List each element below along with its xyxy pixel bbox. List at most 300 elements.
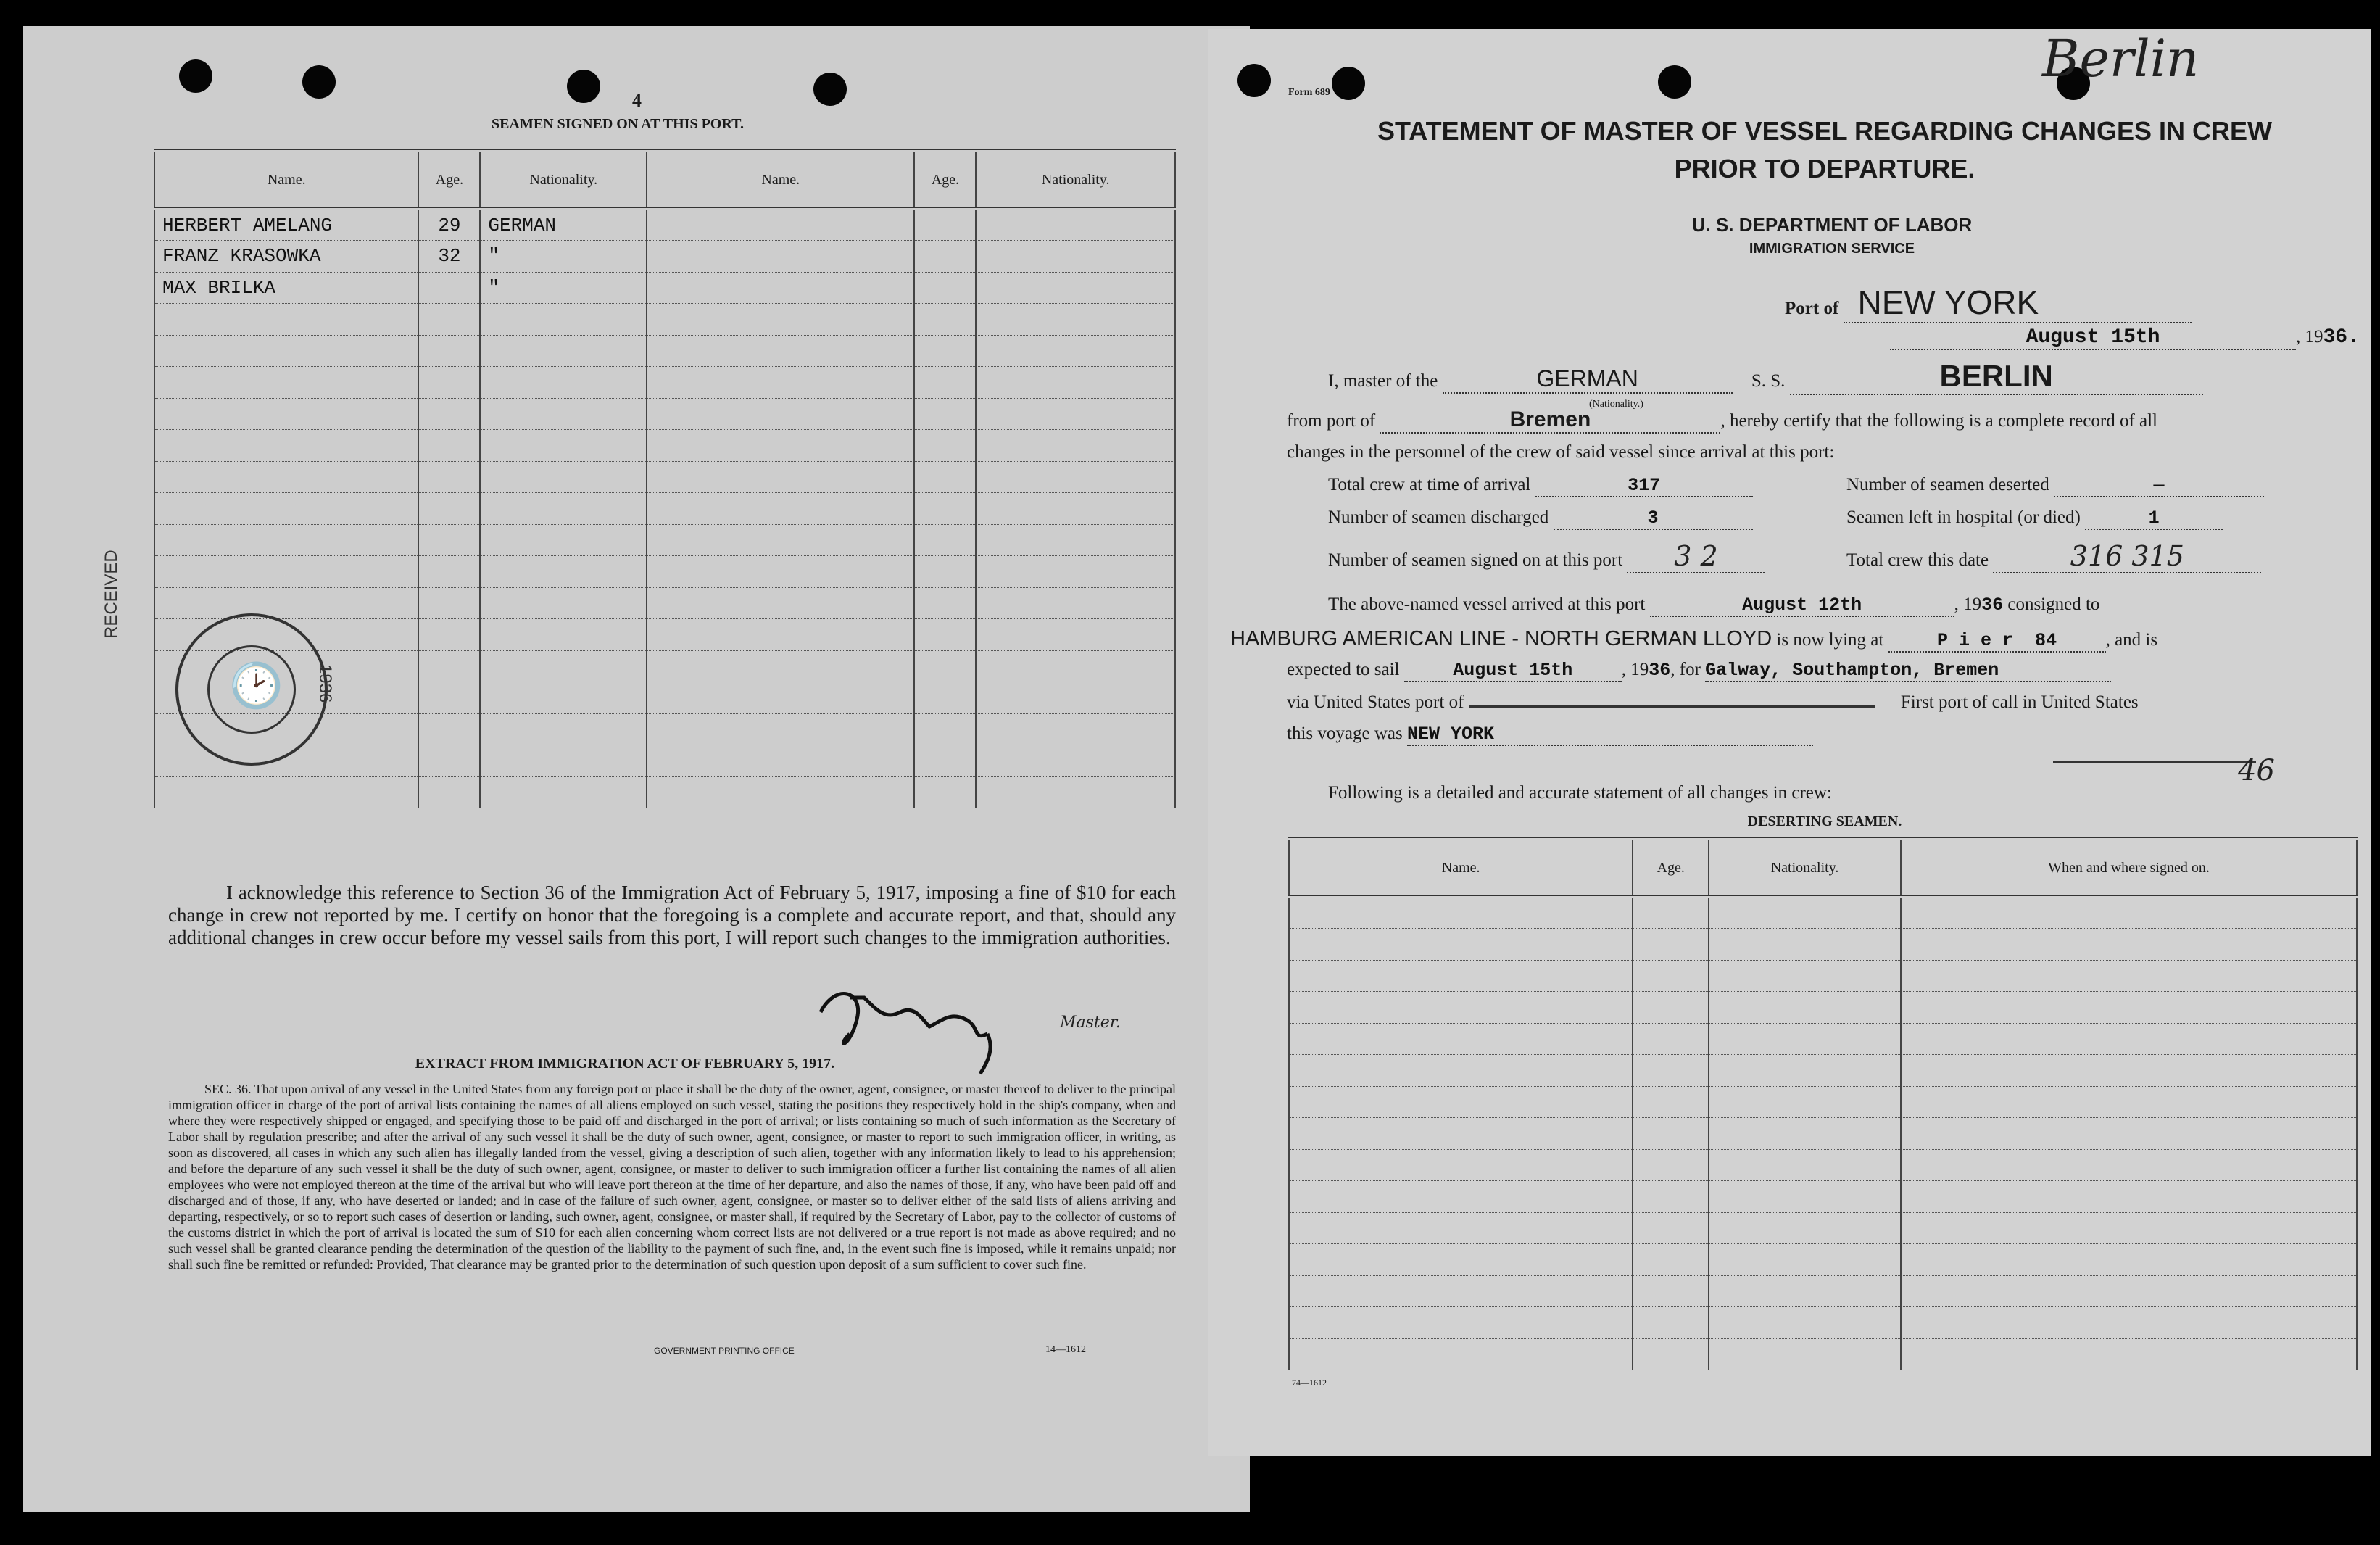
- empty-cell: [480, 304, 647, 336]
- empty-cell: [1633, 1086, 1709, 1118]
- crew-row-2: [1328, 508, 1753, 530]
- deserted-label: Number of seamen deserted: [1846, 475, 2049, 494]
- discharged-label: Number of seamen discharged: [1328, 508, 1549, 527]
- table-header-row: [154, 151, 1175, 209]
- empty-cell: [647, 241, 914, 273]
- empty-cell: [1633, 960, 1709, 992]
- arrived-year-prefix: , 19: [1954, 595, 1982, 614]
- empty-cell: [1289, 960, 1633, 992]
- empty-cell: [1709, 1338, 1901, 1370]
- empty-cell: [1633, 897, 1709, 929]
- empty-cell: [154, 335, 418, 367]
- col-age: Age.: [418, 151, 480, 209]
- empty-cell: [418, 367, 480, 399]
- empty-cell: [914, 304, 976, 336]
- expected-label: expected to sail: [1287, 660, 1400, 679]
- empty-cell: [1289, 1244, 1633, 1276]
- empty-cell: [976, 335, 1175, 367]
- right-page: [1208, 29, 2371, 1456]
- hospital-label: Seamen left in hospital (or died): [1846, 508, 2081, 527]
- empty-cell: [647, 272, 914, 304]
- margin-note: 46: [2238, 754, 2275, 787]
- empty-cell: [647, 650, 914, 682]
- empty-cell: [914, 398, 976, 430]
- ship-name: BERLIN: [1790, 359, 2203, 395]
- empty-cell: [418, 461, 480, 493]
- empty-cell: [647, 587, 914, 619]
- col-when-where: When and where signed on.: [1901, 839, 2357, 897]
- empty-cell: [976, 367, 1175, 399]
- empty-cell: [914, 619, 976, 651]
- left-form-code: 14—1612: [1045, 1344, 1086, 1355]
- empty-cell: [1901, 1212, 2357, 1244]
- clock-icon: 🕑: [229, 662, 283, 710]
- empty-cell: [914, 556, 976, 588]
- empty-cell: [418, 335, 480, 367]
- discharged-value: 3: [1554, 508, 1753, 530]
- empty-cell: [914, 335, 976, 367]
- sail-year-prefix: , 19: [1621, 660, 1649, 679]
- total-crew-arrival-label: Total crew at time of arrival: [1328, 475, 1531, 494]
- empty-cell: [480, 493, 647, 525]
- signed-on-value: 3 2: [1627, 540, 1765, 573]
- year-prefix: , 19: [2296, 327, 2323, 347]
- col-age: Age.: [1633, 839, 1709, 897]
- crew-row-3b: [1846, 540, 2261, 573]
- col-name: Name.: [1289, 839, 1633, 897]
- punch-hole: [302, 65, 336, 99]
- empty-cell: [647, 524, 914, 556]
- empty-cell: [976, 745, 1175, 777]
- service: IMMIGRATION SERVICE: [1749, 241, 1915, 257]
- empty-cell: [976, 304, 1175, 336]
- certify-text-2: changes in the personnel of the crew of said vessel since arrival at this port:: [1287, 442, 1835, 462]
- empty-cell: [647, 682, 914, 714]
- crew-row-1b: [1846, 475, 2264, 497]
- empty-cell: [1633, 1244, 1709, 1276]
- empty-cell: [647, 619, 914, 651]
- empty-cell: [1901, 1244, 2357, 1276]
- cell-age: 29: [418, 209, 480, 241]
- empty-cell: [1709, 1149, 1901, 1181]
- table-row: [154, 461, 1175, 493]
- empty-cell: [976, 713, 1175, 745]
- destinations: Galway, Southampton, Bremen: [1705, 660, 2111, 682]
- empty-cell: [418, 398, 480, 430]
- empty-cell: [1289, 1086, 1633, 1118]
- cell-name: HERBERT AMELANG: [154, 209, 418, 241]
- empty-cell: [914, 209, 976, 241]
- table-row: [154, 524, 1175, 556]
- empty-cell: [976, 461, 1175, 493]
- empty-cell: [1633, 929, 1709, 961]
- empty-cell: [1901, 929, 2357, 961]
- table-row: [1289, 992, 2357, 1024]
- empty-cell: [480, 587, 647, 619]
- pier-value: P i e r 84: [1888, 630, 2106, 653]
- cell-age: [418, 272, 480, 304]
- empty-cell: [154, 776, 418, 808]
- empty-cell: [1901, 1338, 2357, 1370]
- empty-cell: [1709, 1244, 1901, 1276]
- total-crew-date-value: 316 315: [1993, 540, 2261, 573]
- col-nationality: Nationality.: [976, 151, 1175, 209]
- empty-cell: [1289, 1338, 1633, 1370]
- punch-hole: [567, 70, 600, 103]
- empty-cell: [1633, 1118, 1709, 1150]
- table-row: [154, 430, 1175, 462]
- empty-cell: [1633, 1307, 1709, 1339]
- empty-cell: [914, 587, 976, 619]
- empty-cell: [647, 398, 914, 430]
- empty-cell: [418, 745, 480, 777]
- table-row: [1289, 1149, 2357, 1181]
- from-port-row: [1287, 407, 2157, 434]
- table-row: [1289, 1023, 2357, 1055]
- crew-row-2b: [1846, 508, 2223, 530]
- first-port-label: First port of call in United States: [1900, 692, 2139, 712]
- empty-cell: [154, 493, 418, 525]
- table-row: [1289, 1275, 2357, 1307]
- punch-hole: [179, 59, 212, 93]
- empty-cell: [154, 461, 418, 493]
- empty-cell: [1901, 1275, 2357, 1307]
- table-row: [154, 367, 1175, 399]
- table-row: [1289, 897, 2357, 929]
- empty-cell: [1709, 1055, 1901, 1087]
- empty-cell: [976, 430, 1175, 462]
- empty-cell: [154, 367, 418, 399]
- empty-cell: [1633, 1149, 1709, 1181]
- empty-cell: [480, 713, 647, 745]
- from-port-value: Bremen: [1380, 407, 1720, 434]
- punch-hole: [813, 73, 847, 106]
- immigration-stamp: [175, 613, 328, 766]
- empty-cell: [480, 650, 647, 682]
- empty-cell: [976, 619, 1175, 651]
- table-row: [154, 272, 1175, 304]
- empty-cell: [418, 430, 480, 462]
- empty-cell: [1901, 1055, 2357, 1087]
- empty-cell: [418, 524, 480, 556]
- consigned-label: consigned to: [2007, 595, 2100, 614]
- nationality-value: GERMAN: [1443, 365, 1733, 394]
- and-is-label: , and is: [2105, 630, 2158, 650]
- empty-cell: [1709, 1181, 1901, 1213]
- empty-cell: [1901, 1023, 2357, 1055]
- empty-cell: [1901, 960, 2357, 992]
- extract-text: SEC. 36. That upon arrival of any vessel in the United States from any foreign port or place it shall be the duty of the owner, agent, consignee, or master thereof to deliver to the principal immigration officer in charge of the port of arrival lists containing the names of all aliens employed on such vessel, stating the positions they respectively hold in the ship's company, when and where they were respectively shipped or engaged, and specifying those to be paid off and discharged in the port of arrival; or lists containing so much of such information as the Secretary of Labor shall by regulation prescribe; and after the arrival of any such vessel it shall be the duty of such owner, agent, consignee, or master to report to such immigration officer, in writing, as soon as discovered, all cases in which any such alien has illegally landed from the vessel, giving a description of such alien, together with any information likely to lead to his apprehension; and before the departure of any such vessel it shall be the duty of such owner, agent, consignee, or master to deliver to such immigration officer a further list containing the names of all alien employees who were not employed thereon at the time of the arrival but who will leave port thereon at the time of her departure, and also the names of those, if any, who have been paid off and discharged and of those, if any, who have deserted or landed; and in case of the failure of such owner, agent, consignee, or master so to deliver either of the said lists of aliens arriving and departing, respectively, or so to report such cases of desertion or landing, such owner, agent, consignee, or master shall, if required by the Secretary of Labor, pay to the collector of customs of the customs district in which the port of arrival is located the sum of $10 for each alien concerning whom correct lists are not delivered or a true report is not made as above required; and no such vessel shall be granted clearance pending the determination of the question of the liability to the payment of such fine, and, in the event such fine is imposed, while it remains unpaid; nor shall such fine be remitted or refunded: Provided, That clearance may be granted prior to the determination of such question upon deposit of a sum sufficient to cover such fine.: [168, 1082, 1176, 1272]
- table-row: [1289, 1212, 2357, 1244]
- table-header-row: [1289, 839, 2357, 897]
- empty-cell: [480, 524, 647, 556]
- consignee-row: [1230, 627, 2157, 653]
- empty-cell: [154, 304, 418, 336]
- printer-mark: GOVERNMENT PRINTING OFFICE: [654, 1346, 795, 1356]
- date-row: [1890, 326, 2360, 350]
- empty-cell: [1289, 1149, 1633, 1181]
- empty-cell: [647, 430, 914, 462]
- empty-cell: [647, 367, 914, 399]
- empty-cell: [1633, 992, 1709, 1024]
- empty-cell: [1289, 1307, 1633, 1339]
- empty-cell: [914, 682, 976, 714]
- signed-on-label: Number of seamen signed on at this port: [1328, 550, 1623, 570]
- empty-cell: [914, 776, 976, 808]
- first-port-value: NEW YORK: [1407, 724, 1813, 746]
- arrived-date: August 12th: [1650, 595, 1954, 617]
- master-label: Master.: [1060, 1014, 1121, 1032]
- empty-cell: [976, 682, 1175, 714]
- via-row: [1287, 692, 2139, 713]
- cell-name: MAX BRILKA: [154, 272, 418, 304]
- table-row: [1289, 1338, 2357, 1370]
- empty-cell: [647, 304, 914, 336]
- empty-cell: [1633, 1275, 1709, 1307]
- empty-cell: [976, 493, 1175, 525]
- table-row: [1289, 1181, 2357, 1213]
- empty-cell: [1633, 1023, 1709, 1055]
- empty-cell: [647, 335, 914, 367]
- ss-label: S. S.: [1751, 371, 1786, 391]
- table-row: [154, 209, 1175, 241]
- empty-cell: [976, 556, 1175, 588]
- table-row: [154, 241, 1175, 273]
- table-row: [154, 335, 1175, 367]
- left-table-title: SEAMEN SIGNED ON AT THIS PORT.: [492, 116, 744, 132]
- empty-cell: [914, 493, 976, 525]
- empty-cell: [976, 272, 1175, 304]
- empty-cell: [1289, 1181, 1633, 1213]
- empty-cell: [914, 745, 976, 777]
- empty-cell: [480, 682, 647, 714]
- form-title-line1: STATEMENT OF MASTER OF VESSEL REGARDING CHANGES IN CREW: [1377, 116, 2273, 146]
- empty-cell: [976, 398, 1175, 430]
- arrived-label: The above-named vessel arrived at this port: [1328, 595, 1646, 614]
- voyage-row: [1287, 724, 1813, 746]
- from-port-label: from port of: [1287, 411, 1376, 431]
- nationality-caption: (Nationality.): [1589, 399, 1643, 410]
- corner-handwritten-mark: Berlin: [2042, 29, 2199, 88]
- empty-cell: [976, 650, 1175, 682]
- empty-cell: [480, 745, 647, 777]
- arrived-row: [1328, 595, 2099, 617]
- right-form-code: 74—1612: [1292, 1378, 1327, 1388]
- received-stamp-label: RECEIVED: [101, 550, 121, 639]
- empty-cell: [647, 461, 914, 493]
- total-crew-date-label: Total crew this date: [1846, 550, 1989, 570]
- following-text: Following is a detailed and accurate statement of all changes in crew:: [1328, 783, 1832, 803]
- empty-cell: [418, 304, 480, 336]
- empty-cell: [1901, 1307, 2357, 1339]
- extract-title: EXTRACT FROM IMMIGRATION ACT OF FEBRUARY 5, 1917.: [415, 1056, 835, 1072]
- empty-cell: [418, 650, 480, 682]
- master-row: [1328, 359, 2358, 395]
- empty-cell: [1709, 1118, 1901, 1150]
- empty-cell: [1289, 1212, 1633, 1244]
- empty-cell: [914, 461, 976, 493]
- department: U. S. DEPARTMENT OF LABOR: [1691, 214, 1973, 236]
- empty-cell: [480, 461, 647, 493]
- empty-cell: [154, 524, 418, 556]
- form-title-line2: PRIOR TO DEPARTURE.: [1674, 154, 1975, 183]
- empty-cell: [914, 241, 976, 273]
- page-number: 4: [632, 90, 642, 111]
- empty-cell: [914, 367, 976, 399]
- date-value: August 15th: [1890, 326, 2296, 350]
- table-row: [154, 493, 1175, 525]
- for-label: , for: [1670, 660, 1701, 679]
- empty-cell: [647, 745, 914, 777]
- deserting-seamen-table: [1288, 837, 2358, 1370]
- col-nationality: Nationality.: [1709, 839, 1901, 897]
- certify-text: , hereby certify that the following is a complete record of all: [1720, 411, 2158, 431]
- empty-cell: [1289, 897, 1633, 929]
- empty-cell: [1709, 897, 1901, 929]
- empty-cell: [1633, 1055, 1709, 1087]
- empty-cell: [1633, 1212, 1709, 1244]
- empty-cell: [647, 776, 914, 808]
- empty-cell: [1633, 1181, 1709, 1213]
- empty-cell: [1709, 1023, 1901, 1055]
- sail-year: 36: [1649, 660, 1671, 681]
- empty-cell: [1709, 992, 1901, 1024]
- cell-nationality: ": [480, 241, 647, 273]
- empty-cell: [1901, 992, 2357, 1024]
- col-name: Name.: [154, 151, 418, 209]
- table-row: [1289, 1118, 2357, 1150]
- empty-cell: [647, 713, 914, 745]
- empty-cell: [976, 524, 1175, 556]
- empty-cell: [1289, 1275, 1633, 1307]
- port-label: Port of: [1785, 299, 1839, 318]
- cell-nationality: GERMAN: [480, 209, 647, 241]
- cell-nationality: ": [480, 272, 647, 304]
- empty-cell: [1901, 1118, 2357, 1150]
- table-row: [1289, 1244, 2357, 1276]
- port-value: NEW YORK: [1844, 283, 2192, 323]
- empty-cell: [154, 556, 418, 588]
- empty-cell: [480, 430, 647, 462]
- via-label: via United States port of: [1287, 692, 1464, 712]
- empty-cell: [418, 682, 480, 714]
- empty-cell: [1901, 1181, 2357, 1213]
- empty-cell: [976, 776, 1175, 808]
- left-page: [23, 26, 1250, 1512]
- table-row: [1289, 1055, 2357, 1087]
- empty-cell: [154, 430, 418, 462]
- year-value: 36.: [2323, 326, 2360, 349]
- empty-cell: [1709, 1275, 1901, 1307]
- empty-cell: [418, 587, 480, 619]
- empty-cell: [1709, 929, 1901, 961]
- table-row: [154, 398, 1175, 430]
- cell-name: FRANZ KRASOWKA: [154, 241, 418, 273]
- table-row: [154, 587, 1175, 619]
- stamp-date: 1936: [315, 664, 335, 703]
- sail-date: August 15th: [1404, 660, 1622, 682]
- empty-cell: [1289, 1055, 1633, 1087]
- empty-cell: [647, 493, 914, 525]
- table-row: [154, 745, 1175, 777]
- col-nationality: Nationality.: [480, 151, 647, 209]
- punch-hole: [1332, 67, 1365, 100]
- table-row: [1289, 929, 2357, 961]
- punch-hole: [1237, 64, 1271, 97]
- empty-cell: [1289, 1118, 1633, 1150]
- empty-cell: [647, 556, 914, 588]
- empty-cell: [914, 524, 976, 556]
- punch-hole: [1658, 65, 1691, 99]
- col-age: Age.: [914, 151, 976, 209]
- empty-cell: [480, 619, 647, 651]
- deserted-value: —: [2054, 475, 2264, 497]
- empty-cell: [1709, 1307, 1901, 1339]
- empty-cell: [976, 209, 1175, 241]
- empty-cell: [1289, 929, 1633, 961]
- table-row: [1289, 1307, 2357, 1339]
- acknowledgement-text: I acknowledge this reference to Section 36 of the Immigration Act of February 5, 1917, imposing a fine of $10 for each change in crew not reported by me. I certify on honor that the foregoing is a complete and accurate report, and that, should any additional changes in crew occur before my vessel sails from this port, I will report such changes to the immigration authorities.: [168, 882, 1176, 948]
- col-name: Name.: [647, 151, 914, 209]
- empty-cell: [480, 367, 647, 399]
- empty-cell: [914, 272, 976, 304]
- port-row: [1785, 283, 2192, 323]
- empty-cell: [647, 209, 914, 241]
- empty-cell: [1901, 897, 2357, 929]
- empty-cell: [418, 493, 480, 525]
- table-row: [154, 304, 1175, 336]
- empty-cell: [480, 556, 647, 588]
- table-row: [154, 776, 1175, 808]
- master-of-label: I, master of the: [1328, 371, 1438, 391]
- table-row: [1289, 1086, 2357, 1118]
- deserting-title: DESERTING SEAMEN.: [1747, 813, 1902, 829]
- hospital-value: 1: [2085, 508, 2223, 530]
- table-row: [1289, 960, 2357, 992]
- empty-cell: [154, 398, 418, 430]
- empty-cell: [1709, 1212, 1901, 1244]
- form-number: Form 689: [1288, 87, 1330, 98]
- empty-cell: [976, 587, 1175, 619]
- lying-label: is now lying at: [1776, 630, 1884, 650]
- empty-cell: [480, 776, 647, 808]
- arrived-year: 36: [1981, 595, 2004, 616]
- empty-cell: [914, 713, 976, 745]
- voyage-label: this voyage was: [1287, 724, 1403, 743]
- empty-cell: [1289, 992, 1633, 1024]
- empty-cell: [1289, 1023, 1633, 1055]
- empty-cell: [418, 619, 480, 651]
- empty-cell: [480, 398, 647, 430]
- empty-cell: [1901, 1149, 2357, 1181]
- empty-cell: [1709, 960, 1901, 992]
- empty-cell: [1901, 1086, 2357, 1118]
- empty-cell: [418, 713, 480, 745]
- empty-cell: [914, 650, 976, 682]
- empty-cell: [154, 587, 418, 619]
- sail-row: [1287, 660, 2111, 682]
- empty-cell: [418, 776, 480, 808]
- empty-cell: [480, 335, 647, 367]
- crew-row-1: [1328, 475, 1753, 497]
- empty-cell: [1633, 1338, 1709, 1370]
- cell-age: 32: [418, 241, 480, 273]
- via-value-struck: [1469, 705, 1875, 708]
- empty-cell: [976, 241, 1175, 273]
- empty-cell: [914, 430, 976, 462]
- empty-cell: [1709, 1086, 1901, 1118]
- total-crew-arrival-value: 317: [1535, 475, 1753, 497]
